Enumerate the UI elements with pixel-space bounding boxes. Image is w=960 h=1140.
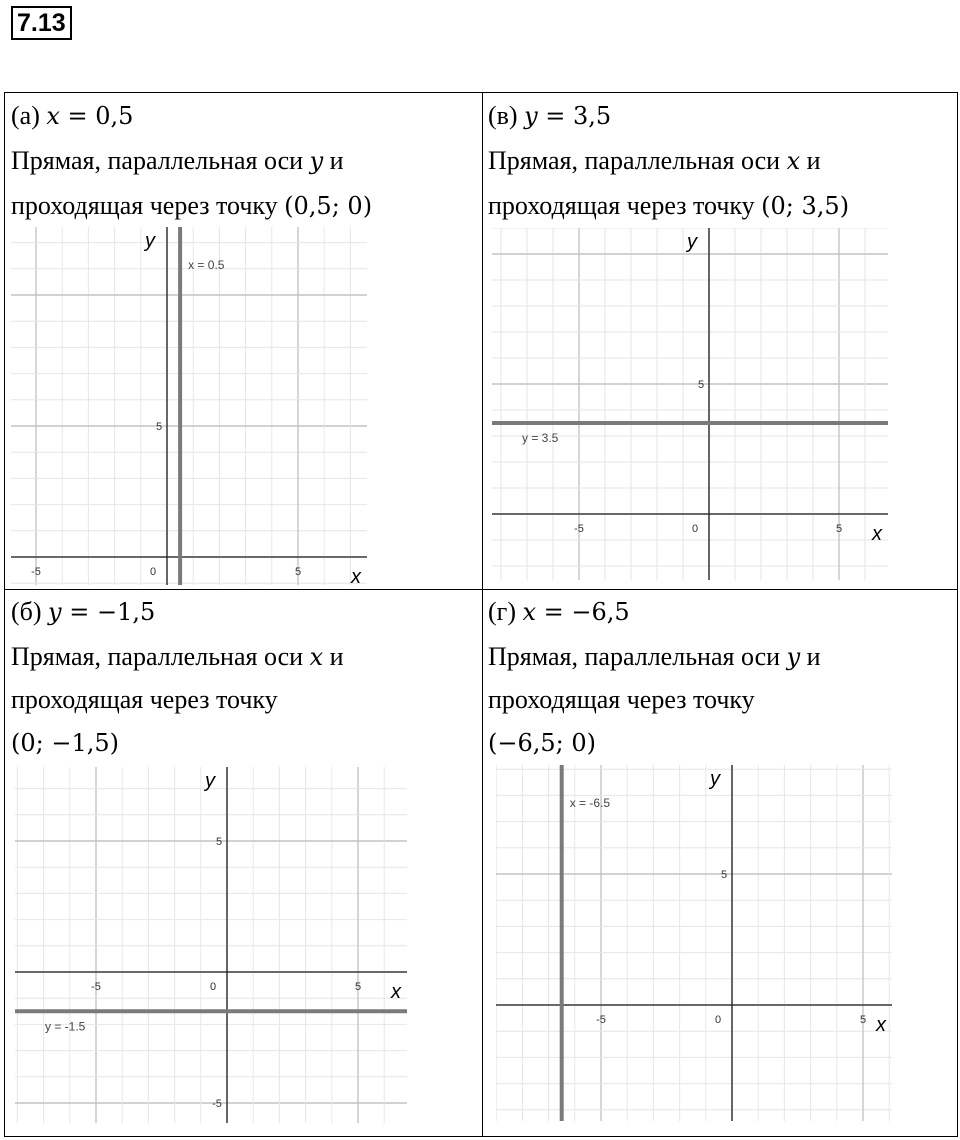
grid-lines <box>11 227 367 585</box>
cell-v-letter: (в) <box>488 101 518 130</box>
tick-label-y-5: 5 <box>720 869 728 881</box>
cell-b-equation <box>11 589 478 635</box>
plotted-line-label: x = -6.5 <box>569 796 611 810</box>
cell-g-letter: (г) <box>488 597 516 626</box>
cell-v-eq-var: y <box>524 102 538 130</box>
cell-b <box>5 589 482 1138</box>
cell-a-desc-prefix: Прямая, параллельная оси <box>11 146 310 175</box>
tick-label-y-5: 5 <box>155 421 163 433</box>
graph-a <box>11 227 367 585</box>
y-axis-label: y <box>710 768 720 790</box>
cell-a-eq-rest: = 0,5 <box>59 102 134 130</box>
x-axis-label: x <box>351 566 361 585</box>
cell-b-math <box>48 598 155 626</box>
tick-label-y-5: 5 <box>697 379 705 391</box>
cell-g-line2 <box>488 677 955 723</box>
cell-g-eq-rest: = −6,5 <box>536 598 630 626</box>
cell-g-line2-text: проходящая через точку <box>488 685 755 714</box>
cell-a-math <box>46 102 133 130</box>
cell-a-point: (0,5; 0) <box>284 192 373 220</box>
cell-b-point: (0; −1,5) <box>11 729 119 757</box>
x-axis-label: x <box>872 523 882 545</box>
cell-v-line2 <box>488 183 955 229</box>
cell-b-line2-text: проходящая через точку <box>11 685 278 714</box>
cell-g-line3 <box>488 720 955 766</box>
cell-b-desc-suffix: и <box>323 642 344 671</box>
cell-b-letter: (б) <box>11 597 42 626</box>
tick-label-y-5: 5 <box>215 836 223 848</box>
cell-v-point: (0; 3,5) <box>761 192 850 220</box>
tick-label-x-5: 5 <box>859 1014 867 1026</box>
tick-label-origin: 0 <box>714 1014 722 1026</box>
problem-number: 7.13 <box>11 6 72 40</box>
cell-v-desc <box>488 138 955 184</box>
cell-v <box>482 93 959 589</box>
graph-g <box>496 765 892 1121</box>
tick-label-origin: 0 <box>149 566 157 578</box>
cell-v-axis-var: x <box>786 147 801 175</box>
graph-v <box>492 228 888 580</box>
cell-b-line3 <box>11 720 478 766</box>
tick-label-x-5: 5 <box>354 981 362 993</box>
y-axis-label: y <box>145 230 155 252</box>
cell-g <box>482 589 959 1138</box>
cell-a-axis-var: y <box>309 147 324 175</box>
cell-a-desc-suffix: и <box>323 146 344 175</box>
answer-table <box>4 92 958 1137</box>
tick-label-x-neg5: -5 <box>91 981 101 993</box>
tick-label-x-neg5: -5 <box>596 1014 606 1026</box>
cell-v-math <box>524 102 611 130</box>
cell-b-eq-rest: = −1,5 <box>61 598 156 626</box>
x-axis-label: x <box>391 981 401 1003</box>
cell-g-math <box>522 598 629 626</box>
plotted-line-label: x = 0.5 <box>188 258 225 272</box>
cell-g-eq-var: x <box>522 598 537 626</box>
tick-label-x-neg5: -5 <box>574 523 584 535</box>
cell-a-equation <box>11 93 478 139</box>
cell-v-equation <box>488 93 955 139</box>
cell-b-eq-var: y <box>48 598 62 626</box>
cell-g-axis-var: y <box>786 643 801 671</box>
cell-g-desc <box>488 634 955 680</box>
cell-b-line2 <box>11 677 478 723</box>
cell-a-eq-var: x <box>46 102 60 130</box>
cell-a <box>5 93 482 589</box>
graph-b <box>15 767 407 1123</box>
cell-v-desc-suffix: и <box>800 146 821 175</box>
tick-label-y-neg5: -5 <box>212 1098 222 1110</box>
grid-lines <box>496 765 892 1121</box>
y-axis-label: y <box>205 770 215 792</box>
cell-v-eq-rest: = 3,5 <box>537 102 612 130</box>
x-axis-label: x <box>876 1014 886 1036</box>
plotted-line-label: y = -1.5 <box>45 1019 86 1034</box>
tick-label-x-neg5: -5 <box>31 566 41 578</box>
tick-label-x-5: 5 <box>294 566 302 578</box>
cell-a-letter: (а) <box>11 101 40 130</box>
tick-label-x-5: 5 <box>835 523 843 535</box>
cell-g-desc-suffix: и <box>800 642 821 671</box>
cell-b-desc <box>11 634 478 680</box>
cell-a-line2 <box>11 183 478 229</box>
cell-a-line2-text: проходящая через точку <box>11 191 278 220</box>
tick-label-origin: 0 <box>209 981 217 993</box>
grid-lines <box>492 228 888 580</box>
plotted-line-label: y = 3.5 <box>522 431 559 445</box>
cell-b-desc-prefix: Прямая, параллельная оси <box>11 642 310 671</box>
cell-v-line2-text: проходящая через точку <box>488 191 755 220</box>
cell-g-point: (−6,5; 0) <box>488 729 596 757</box>
cell-b-axis-var: x <box>309 643 324 671</box>
cell-v-desc-prefix: Прямая, параллельная оси <box>488 146 787 175</box>
y-axis-label: y <box>687 231 697 253</box>
tick-label-origin: 0 <box>691 523 699 535</box>
cell-g-equation <box>488 589 955 635</box>
cell-a-desc <box>11 138 478 184</box>
cell-g-desc-prefix: Прямая, параллельная оси <box>488 642 787 671</box>
grid-lines <box>15 767 407 1123</box>
